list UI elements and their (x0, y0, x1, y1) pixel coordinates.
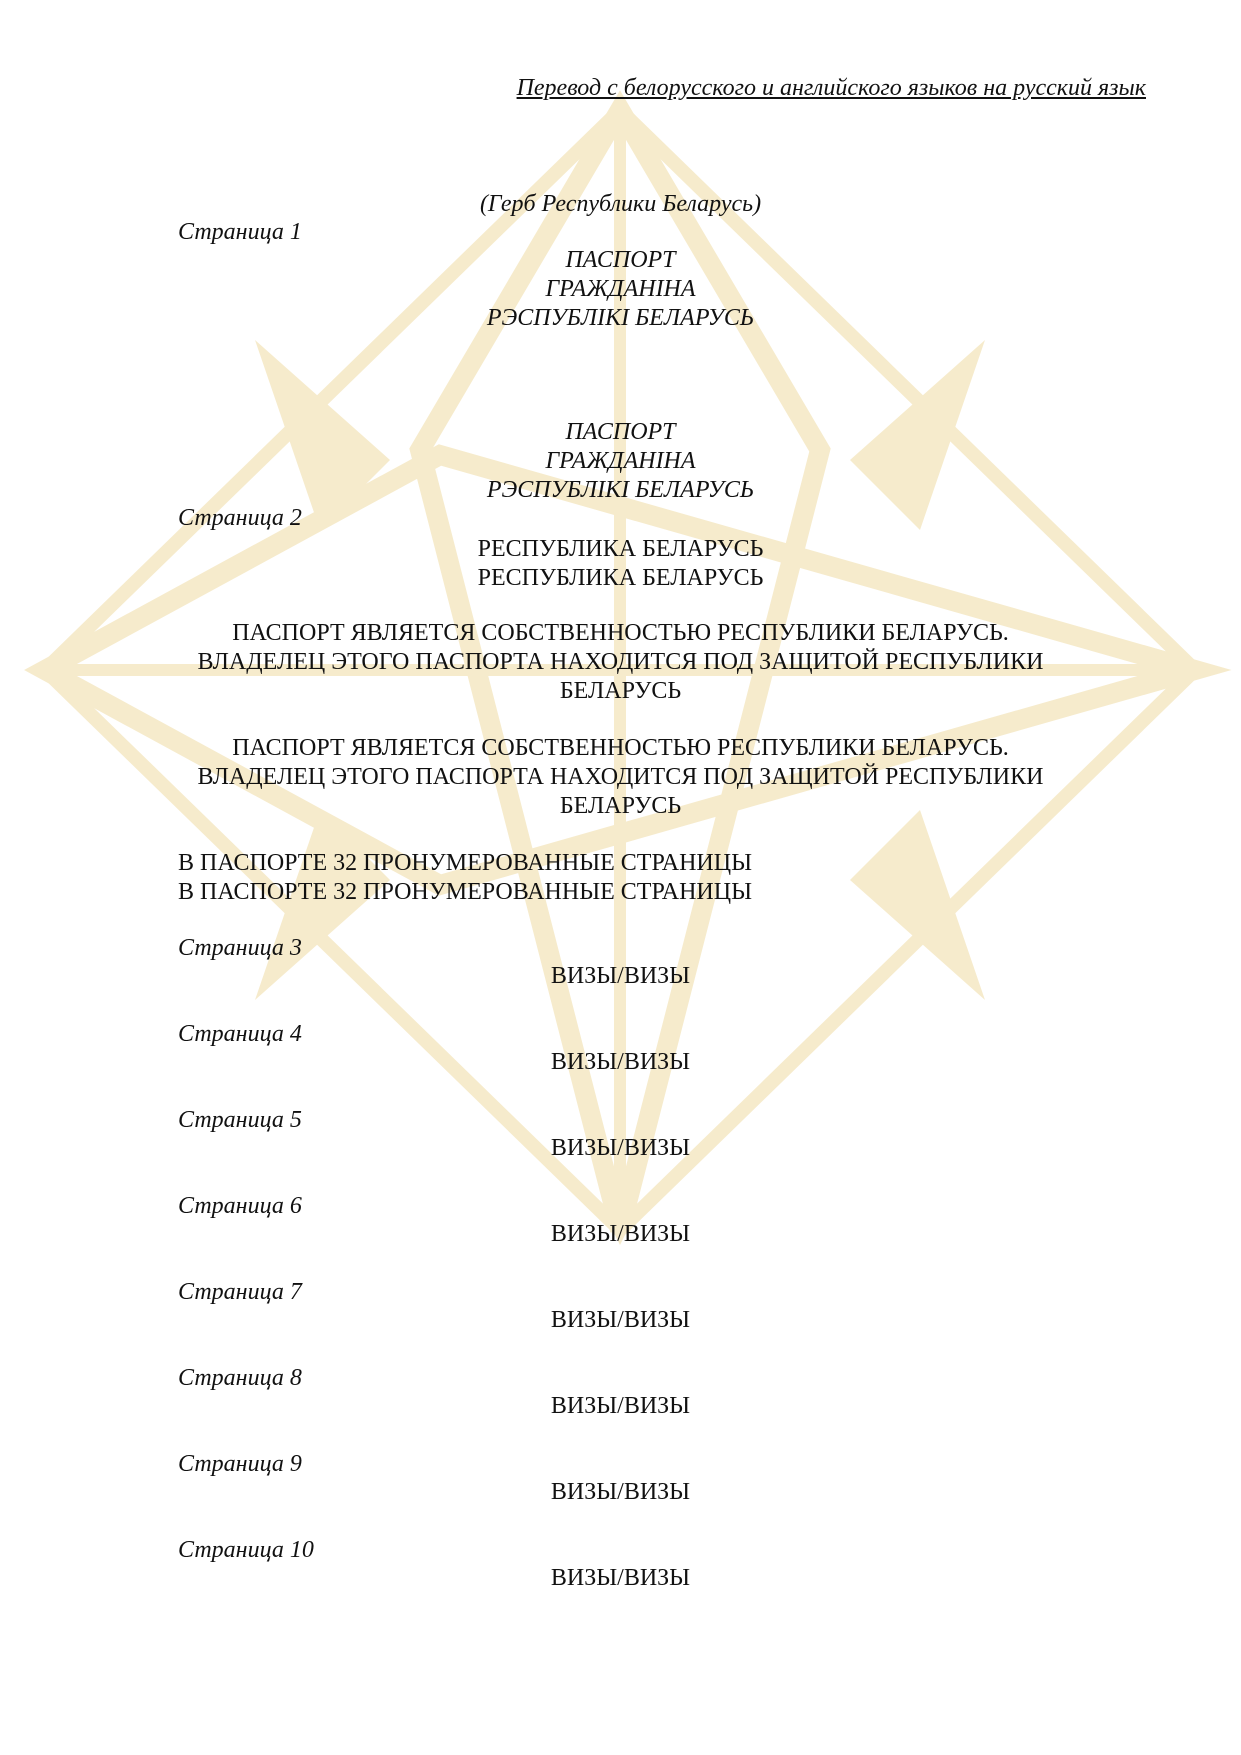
emblem-note: (Герб Республики Беларусь) (479, 191, 762, 217)
visa-text-10: ВИЗЫ/ВИЗЫ (550, 1565, 691, 1591)
translation-note: Перевод с белорусского и английского языков на русский язык (516, 75, 1146, 101)
visa-text-5: ВИЗЫ/ВИЗЫ (550, 1135, 691, 1161)
page-label-5: Страница 5 (178, 1107, 302, 1133)
page-label-2: Страница 2 (178, 505, 302, 531)
page-label-6: Страница 6 (178, 1193, 302, 1219)
property-notice-1: ПАСПОРТ ЯВЛЯЕТСЯ СОБСТВЕННОСТЬЮ РЕСПУБЛИКИ БЕЛАРУСЬ. ВЛАДЕЛЕЦ ЭТОГО ПАСПОРТА НАХОДИТСЯ ПОД ЗАЩИТОЙ РЕСПУБЛИКИ БЕЛАРУСЬ (197, 620, 1044, 704)
passport-title-be: ПАСПОРТ ГРАЖДАНIНА РЭСПУБЛIКI БЕЛАРУСЬ (486, 247, 755, 331)
passport-title-ru: ПАСПОРТ ГРАЖДАНIНА РЭСПУБЛIКI БЕЛАРУСЬ (486, 419, 755, 503)
page-label-3: Страница 3 (178, 935, 302, 961)
page-label-1: Страница 1 (178, 219, 302, 245)
page-label-9: Страница 9 (178, 1451, 302, 1477)
visa-text-4: ВИЗЫ/ВИЗЫ (550, 1049, 691, 1075)
visa-text-3: ВИЗЫ/ВИЗЫ (550, 963, 691, 989)
visa-text-8: ВИЗЫ/ВИЗЫ (550, 1393, 691, 1419)
pages-count-note: В ПАСПОРТЕ 32 ПРОНУМЕРОВАННЫЕ СТРАНИЦЫ В ПАСПОРТЕ 32 ПРОНУМЕРОВАННЫЕ СТРАНИЦЫ (178, 850, 752, 905)
page-label-8: Страница 8 (178, 1365, 302, 1391)
property-notice-2: ПАСПОРТ ЯВЛЯЕТСЯ СОБСТВЕННОСТЬЮ РЕСПУБЛИКИ БЕЛАРУСЬ. ВЛАДЕЛЕЦ ЭТОГО ПАСПОРТА НАХОДИТСЯ ПОД ЗАЩИТОЙ РЕСПУБЛИКИ БЕЛАРУСЬ (197, 735, 1044, 819)
page-label-7: Страница 7 (178, 1279, 302, 1305)
visa-text-7: ВИЗЫ/ВИЗЫ (550, 1307, 691, 1333)
visa-text-9: ВИЗЫ/ВИЗЫ (550, 1479, 691, 1505)
republic-heading: РЕСПУБЛИКА БЕЛАРУСЬ РЕСПУБЛИКА БЕЛАРУСЬ (477, 536, 764, 591)
page-label-4: Страница 4 (178, 1021, 302, 1047)
visa-text-6: ВИЗЫ/ВИЗЫ (550, 1221, 691, 1247)
page-label-10: Страница 10 (178, 1537, 314, 1563)
